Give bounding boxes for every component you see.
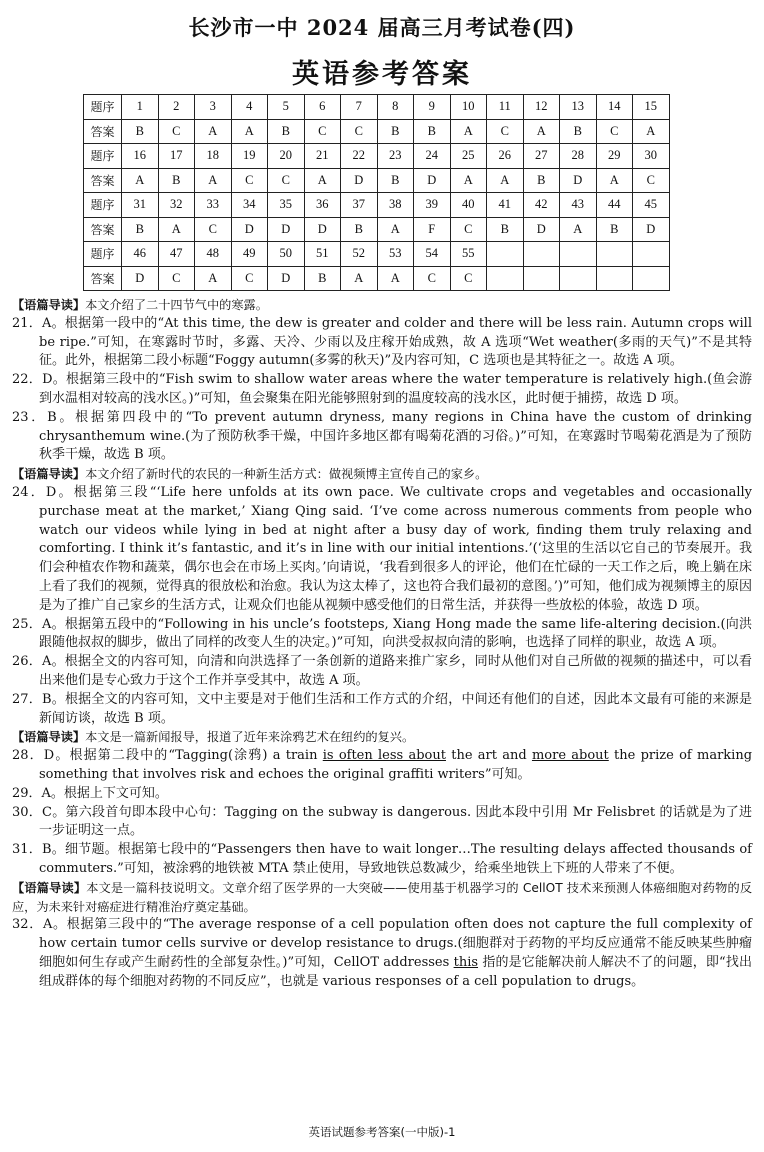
passage-guide: 【语篇导读】本文介绍了二十四节气中的寒露。 — [12, 298, 268, 312]
answer-cell: A — [560, 217, 597, 242]
question-number-cell: 7 — [341, 95, 378, 120]
answer-cell: C — [450, 266, 487, 291]
answer-cell: B — [122, 119, 159, 144]
answer-cell: A — [304, 168, 341, 193]
question-number-cell: 22 — [341, 144, 378, 169]
answer-item-27: 27．B。根据全文的内容可知，文中主要是对于他们生活和工作方式的介绍，中间还有他们的自述，因此本文最有可能的来源是新闻访谈，故选 B 项。 — [12, 691, 752, 726]
question-number-cell: 15 — [633, 95, 670, 120]
answer-row — [84, 266, 670, 291]
answer-cell: C — [195, 217, 232, 242]
answer-cell: D — [633, 217, 670, 242]
question-number-cell: 1 — [122, 95, 159, 120]
answer-cell: C — [414, 266, 451, 291]
question-number-cell: 6 — [304, 95, 341, 120]
answer-item-24: 24．D。根据第三段“‘Life here unfolds at its own pace. We cultivate crops and vegetables and occasionally purchase meat at the market,’ Xiang Qing said. ‘I’ve come across numerous comments from people who watch our videos while lying in bed at night after a busy day of work, finding them truly relaxing and comforting. I think it’s fantastic, and it’s in line with our initial intentions.’(‘这里的生活以它自己的节奏展开。我们会种植农作物和蔬菜，偶尔也会在市场上买肉。’向请说，‘我看到很多人的评论，他们在忙碌的一天工作之后，晚上躺在床上看了我们的视频，觉得真的很放松和治愈。我认为这太棒了，这也符合我们最初的意图。’)”可知，他们成为视频博主的原因是为了推广自己家乡的生活方式，让观众们也能从视频中感受他们的日常生活，并获得一些放松的体验，故选 D 项。 — [12, 484, 752, 613]
row-header: 题序 — [84, 193, 122, 218]
answer-cell: A — [450, 119, 487, 144]
answer-cell: A — [195, 266, 232, 291]
question-number-cell: 17 — [158, 144, 195, 169]
question-number-cell: 41 — [487, 193, 524, 218]
answer-cell — [596, 266, 633, 291]
question-number-cell: 48 — [195, 242, 232, 267]
answer-cell: D — [341, 168, 378, 193]
answer-cell — [560, 266, 597, 291]
question-number-cell: 11 — [487, 95, 524, 120]
page-title: 长沙市一中 2024 届高三月考试卷(四) — [188, 15, 576, 40]
answer-cell: A — [195, 168, 232, 193]
question-number-cell: 45 — [633, 193, 670, 218]
answer-cell: B — [158, 168, 195, 193]
answer-cell — [633, 266, 670, 291]
answer-item-22: 22．D。根据第三段中的“Fish swim to shallow water areas where the water temperature is relatively high.(鱼会游到水温相对较高的浅水区。)”可知，鱼会聚集在阳光能够照射到的温度较高的浅水区，此时便于捕捞，故选 D 项。 — [12, 372, 752, 406]
answer-cell: B — [523, 168, 560, 193]
question-number-cell — [487, 242, 524, 267]
question-number-cell: 8 — [377, 95, 414, 120]
answer-cell: A — [231, 119, 268, 144]
answer-item-30: 30．C。第六段首句即本段中心句：Tagging on the subway is dangerous. 因此本段中引用 Mr Felisbret 的话就是为了进一步证明这一点。 — [12, 804, 752, 839]
answer-cell: C — [231, 266, 268, 291]
answer-row — [84, 168, 670, 193]
answer-cell: A — [523, 119, 560, 144]
question-number-cell — [560, 242, 597, 267]
question-number-cell: 3 — [195, 95, 232, 120]
question-number-cell: 28 — [560, 144, 597, 169]
question-number-cell: 36 — [304, 193, 341, 218]
row-header: 答案 — [84, 119, 122, 144]
answer-cell: B — [377, 168, 414, 193]
answer-item-31: 31．B。细节题。根据第七段中的“Passengers then have to wait longer…The resulting delays affected thousands of commuters.”可知，被涂鸦的地铁被 MTA 禁止使用，导致地铁总数减少，给乘坐地铁上下班的人带来了不便。 — [12, 842, 752, 876]
question-number-cell: 53 — [377, 242, 414, 267]
answer-cell: B — [560, 119, 597, 144]
question-number-cell — [523, 242, 560, 267]
question-number-cell: 51 — [304, 242, 341, 267]
row-header: 题序 — [84, 144, 122, 169]
answer-cell: A — [377, 266, 414, 291]
page-footer: 英语试题参考答案(一中版)-1 — [308, 1125, 456, 1139]
answer-cell: B — [268, 119, 305, 144]
answer-cell: B — [414, 119, 451, 144]
passage-guide: 【语篇导读】本文是一篇科技说明文。文章介绍了医学界的一大突破——使用基于机器学习的 CellOT 技术来预测人体癌细胞对药物的反应，为未来针对癌症进行精准治疗奠定基础。 — [12, 880, 753, 914]
answer-cell: C — [304, 119, 341, 144]
answer-cell: A — [487, 168, 524, 193]
question-number-cell: 24 — [414, 144, 451, 169]
question-number-cell: 42 — [523, 193, 560, 218]
answer-cell: D — [523, 217, 560, 242]
page-subtitle: 英语参考答案 — [292, 59, 472, 90]
question-number-row — [84, 144, 670, 169]
question-number-cell — [596, 242, 633, 267]
answer-row — [84, 119, 670, 144]
answer-item-29: 29．A。根据上下文可知。 — [12, 785, 168, 801]
question-number-row — [84, 242, 670, 267]
answer-cell: A — [596, 168, 633, 193]
question-number-cell: 31 — [122, 193, 159, 218]
question-number-cell — [633, 242, 670, 267]
question-number-cell: 27 — [523, 144, 560, 169]
question-number-cell: 46 — [122, 242, 159, 267]
question-number-cell: 29 — [596, 144, 633, 169]
answer-cell: C — [450, 217, 487, 242]
passage-guide: 【语篇导读】本文介绍了新时代的农民的一种新生活方式：做视频博主宣传自己的家乡。 — [12, 467, 488, 482]
row-header: 答案 — [84, 168, 122, 193]
question-number-cell: 34 — [231, 193, 268, 218]
question-number-cell: 39 — [414, 193, 451, 218]
question-number-cell: 23 — [377, 144, 414, 169]
answer-cell: D — [231, 217, 268, 242]
answer-cell: C — [341, 119, 378, 144]
answer-cell: C — [487, 119, 524, 144]
answer-cell: C — [268, 168, 305, 193]
question-number-cell: 52 — [341, 242, 378, 267]
question-number-cell: 16 — [122, 144, 159, 169]
answer-cell: A — [450, 168, 487, 193]
answer-cell: D — [268, 217, 305, 242]
question-number-cell: 2 — [158, 95, 195, 120]
answer-cell: D — [268, 266, 305, 291]
question-number-cell: 44 — [596, 193, 633, 218]
question-number-cell: 20 — [268, 144, 305, 169]
question-number-cell: 47 — [158, 242, 195, 267]
question-number-cell: 14 — [596, 95, 633, 120]
answer-cell: F — [414, 217, 451, 242]
answer-cell: D — [304, 217, 341, 242]
question-number-cell: 35 — [268, 193, 305, 218]
answer-cell: C — [158, 266, 195, 291]
question-number-row — [84, 193, 670, 218]
answer-cell: A — [158, 217, 195, 242]
answer-cell: B — [596, 217, 633, 242]
answer-item-25: 25．A。根据第五段中的“Following in his uncle’s footsteps, Xiang Hong made the same life-altering decision.(向洪跟随他叔叔的脚步，做出了同样的改变人生的决定。)”可知，向洪受叔叔向清的影响，也选择了同样的职业，故选 A 项。 — [12, 616, 752, 651]
answer-explanations — [12, 296, 752, 991]
question-number-cell: 50 — [268, 242, 305, 267]
question-number-cell: 54 — [414, 242, 451, 267]
passage-guide: 【语篇导读】本文是一篇新闻报导，报道了近年来涂鸦艺术在纽约的复兴。 — [12, 730, 415, 745]
answer-row — [84, 217, 670, 242]
row-header: 题序 — [84, 242, 122, 267]
answer-cell: A — [341, 266, 378, 291]
answer-cell: A — [122, 168, 159, 193]
answer-item-23: 23．B。根据第四段中的“To prevent autumn dryness, many regions in China have the custom of drinking chrysanthemum wine.(为了预防秋季干燥，中国许多地区都有喝菊花酒的习俗。)”可知，在寒露时节喝菊花酒是为了预防秋季干燥，故选 B 项。 — [12, 409, 752, 463]
question-number-cell: 55 — [450, 242, 487, 267]
answer-cell: B — [487, 217, 524, 242]
answer-cell: B — [122, 217, 159, 242]
row-header: 答案 — [84, 217, 122, 242]
answer-cell: A — [195, 119, 232, 144]
row-header: 答案 — [84, 266, 122, 291]
answer-cell: D — [122, 266, 159, 291]
question-number-cell: 49 — [231, 242, 268, 267]
answer-cell: B — [304, 266, 341, 291]
answer-item-21: 21．A。根据第一段中的“At this time, the dew is greater and colder and there will be less rain. Autumn crops will be ripe.”可知，在寒露时节时，多露、天冷、少雨以及庄稼开始成熟，故 A 选项“Wet weather(多雨的天气)”不是其特征。此外，根据第二段小标题“Foggy autumn(多雾的秋天)”及内容可知，C 选项也是其特征之一。故选 A 项。 — [12, 315, 752, 369]
answer-cell: B — [377, 119, 414, 144]
question-number-cell: 40 — [450, 193, 487, 218]
question-number-cell: 9 — [414, 95, 451, 120]
question-number-cell: 43 — [560, 193, 597, 218]
question-number-cell: 5 — [268, 95, 305, 120]
question-number-cell: 10 — [450, 95, 487, 120]
answer-item-26: 26．A。根据全文的内容可知，向清和向洪选择了一条创新的道路来推广家乡，同时从他们对自己所做的视频的描述中，可以看出来他们是专心致力于这个工作并享受其中，故选 A 项。 — [12, 654, 752, 688]
answer-cell: C — [596, 119, 633, 144]
question-number-cell: 19 — [231, 144, 268, 169]
answer-cell: C — [633, 168, 670, 193]
answer-cell: C — [158, 119, 195, 144]
question-number-cell: 30 — [633, 144, 670, 169]
answer-cell: D — [560, 168, 597, 193]
question-number-cell: 37 — [341, 193, 378, 218]
answer-cell: D — [414, 168, 451, 193]
question-number-cell: 4 — [231, 95, 268, 120]
row-header: 题序 — [84, 95, 122, 120]
answer-item-32: 32．A。根据第三段中的“The average response of a cell population often does not capture the full complexity of how certain tumor cells survive or develop resistance to drugs.(细胞群对于药物的平均反应通常不能反映某些肿瘤细胞如何生存或产生耐药性的全部复杂性。)”可知，CellOT addresses this 指的是它能解决前人解决不了的问题，即“找出组成群体的每个细胞对药物的不同反应”，也就是 various responses of a cell population to drugs。 — [12, 917, 753, 989]
question-number-cell: 25 — [450, 144, 487, 169]
answer-table — [83, 94, 670, 291]
answer-cell: A — [633, 119, 670, 144]
question-number-cell: 21 — [304, 144, 341, 169]
answer-cell — [523, 266, 560, 291]
question-number-row — [84, 95, 670, 120]
question-number-cell: 33 — [195, 193, 232, 218]
question-number-cell: 38 — [377, 193, 414, 218]
question-number-cell: 26 — [487, 144, 524, 169]
answer-item-28: 28．D。根据第二段中的“Tagging(涂鸦) a train is often less about the art and more about the prize of marking something that involves risk and echoes the original graffiti writers”可知。 — [12, 748, 753, 782]
answer-cell: B — [341, 217, 378, 242]
answer-cell — [487, 266, 524, 291]
question-number-cell: 18 — [195, 144, 232, 169]
question-number-cell: 13 — [560, 95, 597, 120]
answer-cell: A — [377, 217, 414, 242]
question-number-cell: 32 — [158, 193, 195, 218]
question-number-cell: 12 — [523, 95, 560, 120]
answer-cell: C — [231, 168, 268, 193]
